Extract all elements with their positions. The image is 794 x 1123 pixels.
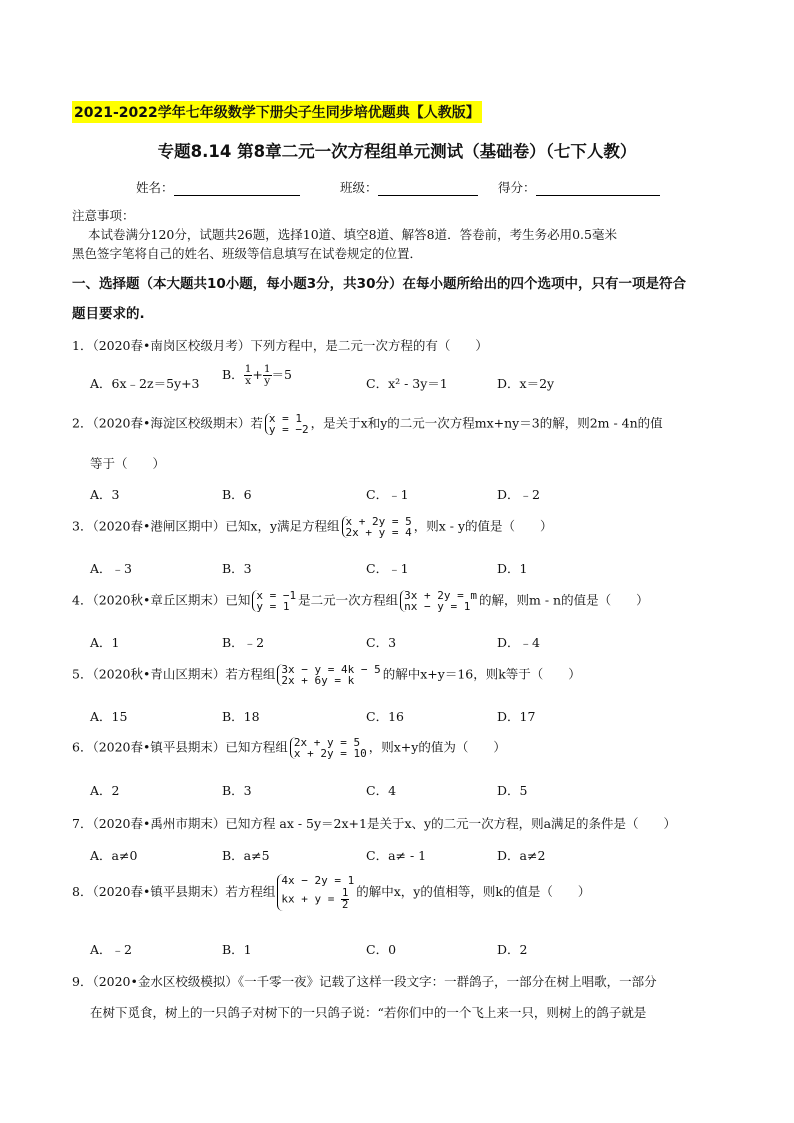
question-2-stem: 2．（2020春•海淀区校级期末）若 x = 1 y = −2 ，是关于x和y的二元一次方程mx+ny＝3的解，则2m - 4n的值 <box>72 412 663 436</box>
name-label: 姓名： <box>136 180 174 195</box>
question-2-stem-cont: 等于（ ） <box>90 456 166 471</box>
name-field <box>136 178 300 196</box>
section-heading-cont: 题目要求的. <box>72 306 145 322</box>
q6-option-d[interactable]: D．5 <box>497 783 528 798</box>
q1-option-d[interactable]: D．x＝2y <box>497 376 555 391</box>
question-7-stem: 7．（2020春•禹州市期末）已知方程 ax - 5y＝2x+1是关于x、y的二元一次方程，则a满足的条件是（ ） <box>72 816 677 831</box>
q3-option-b[interactable]: B．3 <box>222 561 252 576</box>
q5-equation-system: 3x − y = 4k − 5 2x + 6y = k <box>277 664 380 686</box>
class-blank[interactable] <box>378 182 478 196</box>
score-label: 得分： <box>498 180 536 195</box>
q8-option-d[interactable]: D．2 <box>497 942 528 957</box>
q3-option-c[interactable]: C．﹣1 <box>366 561 409 576</box>
class-label: 班级： <box>340 180 378 195</box>
notes-line-1: 本试卷满分120分，试题共26题，选择10道、填空8道、解答8道．答卷前，考生务必用0.5毫米 <box>88 227 617 242</box>
q8-option-b[interactable]: B．1 <box>222 942 252 957</box>
q5-option-b[interactable]: B．18 <box>222 709 260 724</box>
q5-option-a[interactable]: A．15 <box>90 709 128 724</box>
q4-option-d[interactable]: D．﹣4 <box>497 635 540 650</box>
q3-option-d[interactable]: D．1 <box>497 561 528 576</box>
q7-option-b[interactable]: B．a≠5 <box>222 848 270 863</box>
q6-option-a[interactable]: A．2 <box>90 783 120 798</box>
q4-equation-system: 3x + 2y = m nx − y = 1 <box>400 590 477 612</box>
q2-option-b[interactable]: B．6 <box>222 487 252 502</box>
q7-option-a[interactable]: A．a≠0 <box>90 848 138 863</box>
q3-equation-system: x + 2y = 5 2x + y = 4 <box>342 516 412 538</box>
series-title-highlight: 2021-2022学年七年级数学下册尖子生同步培优题典【人教版】 <box>72 101 482 123</box>
question-8-stem: 8．（2020春•镇平县期末）若方程组4x − 2y = 1 kx + y = $\frac{1}{2}$ 的解中x，y的值相等，则k的值是（ ） <box>72 874 591 911</box>
q5-option-c[interactable]: C．16 <box>366 709 404 724</box>
question-9-stem-cont: 在树下觅食，树上的一只鸽子对树下的一只鸽子说：“若你们中的一个飞上来一只，则树上的鸽子就是 <box>90 1005 647 1020</box>
question-6-stem: 6．（2020春•镇平县期末）已知方程组 2x + y = 5 x + 2y = 10 ，则x+y的值为（ ） <box>72 736 506 760</box>
question-1-stem: 1．（2020春•南岗区校级月考）下列方程中，是二元一次方程的有（ ） <box>72 338 488 353</box>
q8-option-c[interactable]: C．0 <box>366 942 397 957</box>
question-5-stem: 5．（2020秋•青山区期末）若方程组 3x − y = 4k − 5 2x + 6y = k 的解中x+y＝16，则k等于（ ） <box>72 663 581 687</box>
q4-solution-system: x = −1 y = 1 <box>252 590 296 612</box>
question-4-stem: 4．（2020秋•章丘区期末）已知 x = −1 y = 1 是二元一次方程组 3x + 2y = m nx − y = 1 的解，则m - n的值是（ ） <box>72 589 649 613</box>
notes-line-2: 黑色签字笔将自己的姓名、班级等信息填写在试卷规定的位置． <box>72 246 423 261</box>
q8-equation-system: 4x − 2y = 1 kx + y = $\frac{1}{2}$ <box>277 874 354 911</box>
q7-option-c[interactable]: C．a≠ - 1 <box>366 848 427 863</box>
q1-option-c[interactable]: C．x² - 3y＝1 <box>366 376 448 391</box>
q4-option-c[interactable]: C．3 <box>366 635 397 650</box>
q1-option-b[interactable]: B． $\frac{1}{x}$ + $\frac{1}{y}$ ＝5 <box>222 363 292 387</box>
q6-equation-system: 2x + y = 5 x + 2y = 10 <box>290 737 367 759</box>
q5-option-d[interactable]: D．17 <box>497 709 536 724</box>
q2-equation-system: x = 1 y = −2 <box>265 413 309 435</box>
q8-option-a[interactable]: A．﹣2 <box>90 942 132 957</box>
q7-option-d[interactable]: D．a≠2 <box>497 848 546 863</box>
page-title: 专题8.14 第8章二元一次方程组单元测试（基础卷）（七下人教） <box>157 142 637 161</box>
q3-option-a[interactable]: A．﹣3 <box>90 561 132 576</box>
q1-option-a[interactable]: A．6x﹣2z＝5y+3 <box>90 376 200 391</box>
q2-option-c[interactable]: C．﹣1 <box>366 487 409 502</box>
notes-heading: 注意事项： <box>72 208 135 223</box>
section-heading: 一、选择题（本大题共10小题，每小题3分，共30分）在每小题所给出的四个选项中，只有一项是符合 <box>72 276 686 292</box>
class-field <box>340 178 478 196</box>
q4-option-a[interactable]: A．1 <box>90 635 120 650</box>
question-9-stem: 9．（2020•金水区校级模拟）《一千零一夜》记载了这样一段文字：一群鸽子，一部分在树上唱歌，一部分 <box>72 974 657 989</box>
score-blank[interactable] <box>536 182 660 196</box>
q4-option-b[interactable]: B．﹣2 <box>222 635 265 650</box>
q2-option-a[interactable]: A．3 <box>90 487 120 502</box>
name-blank[interactable] <box>174 182 300 196</box>
q6-option-c[interactable]: C．4 <box>366 783 397 798</box>
q2-option-d[interactable]: D．﹣2 <box>497 487 540 502</box>
question-3-stem: 3．（2020春•港闸区期中）已知x，y满足方程组 x + 2y = 5 2x + y = 4 ，则x - y的值是（ ） <box>72 515 553 539</box>
score-field <box>498 178 660 196</box>
q6-option-b[interactable]: B．3 <box>222 783 252 798</box>
